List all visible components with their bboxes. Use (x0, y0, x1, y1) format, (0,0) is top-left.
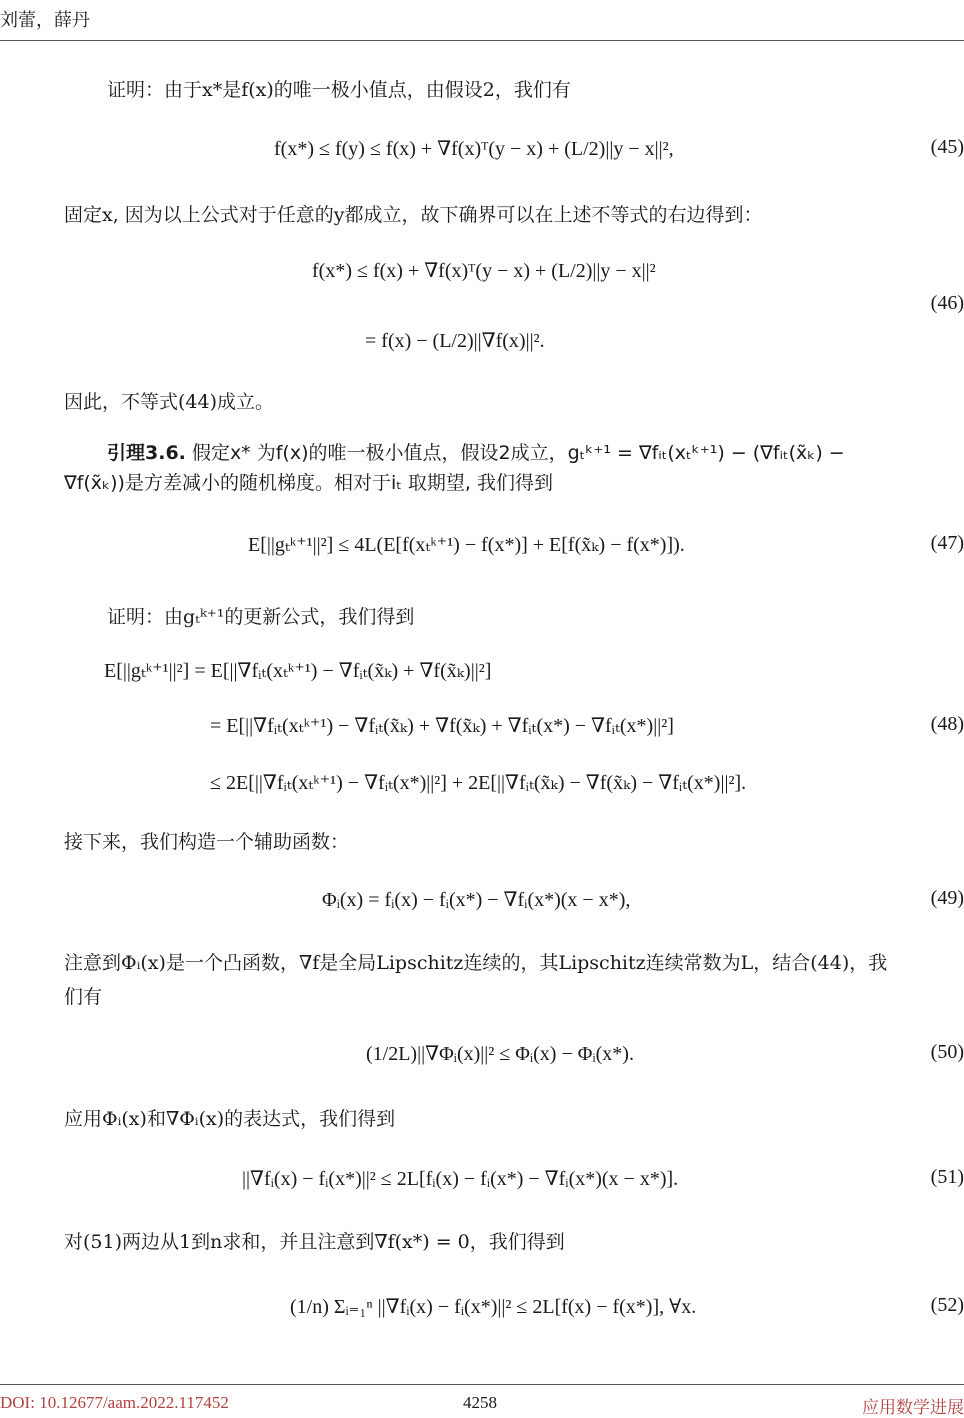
footer-journal[interactable]: 应用数学进展 (862, 1398, 964, 1417)
paragraph-fix-x: 固定x, 因为以上公式对于任意的y都成立，故下确界可以在上述不等式的右边得到： (64, 204, 763, 226)
page-header (0, 0, 964, 41)
equation-number-52: (52) (930, 1294, 964, 1316)
equation-48-line2: = E[||∇fᵢₜ(xₜᵏ⁺¹) − ∇fᵢₜ(x̃ₖ) + ∇f(x̃ₖ) + ∇fᵢₜ(x*) − ∇fᵢₜ(x*)||²] (210, 715, 674, 737)
header-authors: 刘蕾，薛丹 (0, 10, 90, 31)
footer-doi[interactable]: DOI: 10.12677/aam.2022.117452 (0, 1393, 229, 1412)
paragraph-auxiliary: 接下来，我们构造一个辅助函数： (64, 831, 350, 853)
equation-48-line1: E[||gₜᵏ⁺¹||²] = E[||∇fᵢₜ(xₜᵏ⁺¹) − ∇fᵢₜ(x̃ₖ) + ∇f(x̃ₖ)||²] (104, 660, 492, 682)
equation-47: E[||gₜᵏ⁺¹||²] ≤ 4L(E[f(xₜᵏ⁺¹) − f(x*)] + E[f(x̃ₖ) − f(x*)]). (248, 534, 685, 556)
paragraph-convex-1: 注意到Φᵢ(x)是一个凸函数，∇f是全局Lipschitz连续的，其Lipschitz连续常数为L，结合(44)，我 (64, 952, 888, 974)
equation-number-45: (45) (930, 136, 964, 158)
equation-45: f(x*) ≤ f(y) ≤ f(x) + ∇f(x)ᵀ(y − x) + (L/2)||y − x||², (274, 138, 674, 160)
proof-intro: 证明：由于x*是f(x)的唯一极小值点，由假设2，我们有 (107, 79, 571, 101)
lemma-title: 引理3.6. (107, 442, 186, 464)
page-footer (0, 1384, 964, 1415)
paragraph-sum: 对(51)两边从1到n求和，并且注意到∇f(x*) = 0，我们得到 (64, 1231, 565, 1253)
proof-lemma: 证明：由gₜᵏ⁺¹的更新公式，我们得到 (107, 606, 415, 628)
equation-52: (1/n) Σᵢ₌₁ⁿ ||∇fᵢ(x) − fᵢ(x*)||² ≤ 2L[f(x) − f(x*)], ∀x. (290, 1296, 697, 1318)
equation-48-line3: ≤ 2E[||∇fᵢₜ(xₜᵏ⁺¹) − ∇fᵢₜ(x*)||²] + 2E[||∇fᵢₜ(x̃ₖ) − ∇f(x̃ₖ) − ∇fᵢₜ(x*)||²]. (210, 772, 747, 794)
equation-49: Φᵢ(x) = fᵢ(x) − fᵢ(x*) − ∇fᵢ(x*)(x − x*), (322, 889, 631, 911)
equation-number-48: (48) (930, 713, 964, 735)
lemma-3-6-line1 (107, 438, 845, 465)
equation-number-46: (46) (930, 292, 964, 314)
equation-number-47: (47) (930, 532, 964, 554)
equation-50: (1/2L)||∇Φᵢ(x)||² ≤ Φᵢ(x) − Φᵢ(x*). (366, 1043, 634, 1065)
paragraph-convex-2: 们有 (64, 986, 103, 1008)
footer-page-number: 4258 (463, 1393, 497, 1412)
paragraph-apply: 应用Φᵢ(x)和∇Φᵢ(x)的表达式，我们得到 (64, 1108, 396, 1130)
lemma-3-6-line2: ∇f(x̃ₖ))是方差减小的随机梯度。相对于iₜ 取期望, 我们得到 (64, 472, 553, 494)
equation-number-50: (50) (930, 1041, 964, 1063)
equation-number-49: (49) (930, 887, 964, 909)
equation-46-line2: = f(x) − (L/2)||∇f(x)||². (365, 330, 545, 352)
equation-51: ||∇fᵢ(x) − fᵢ(x*)||² ≤ 2L[fᵢ(x) − fᵢ(x*) − ∇fᵢ(x*)(x − x*)]. (242, 1168, 679, 1190)
lemma-text-1: 假定x* 为f(x)的唯一极小值点，假设2成立，gₜᵏ⁺¹ = ∇fᵢₜ(xₜᵏ⁺¹) − (∇fᵢₜ(x̃ₖ) − (191, 442, 845, 464)
paragraph-conclusion: 因此，不等式(44)成立。 (64, 391, 275, 413)
equation-46-line1: f(x*) ≤ f(x) + ∇f(x)ᵀ(y − x) + (L/2)||y − x||² (312, 260, 656, 282)
equation-number-51: (51) (930, 1166, 964, 1188)
